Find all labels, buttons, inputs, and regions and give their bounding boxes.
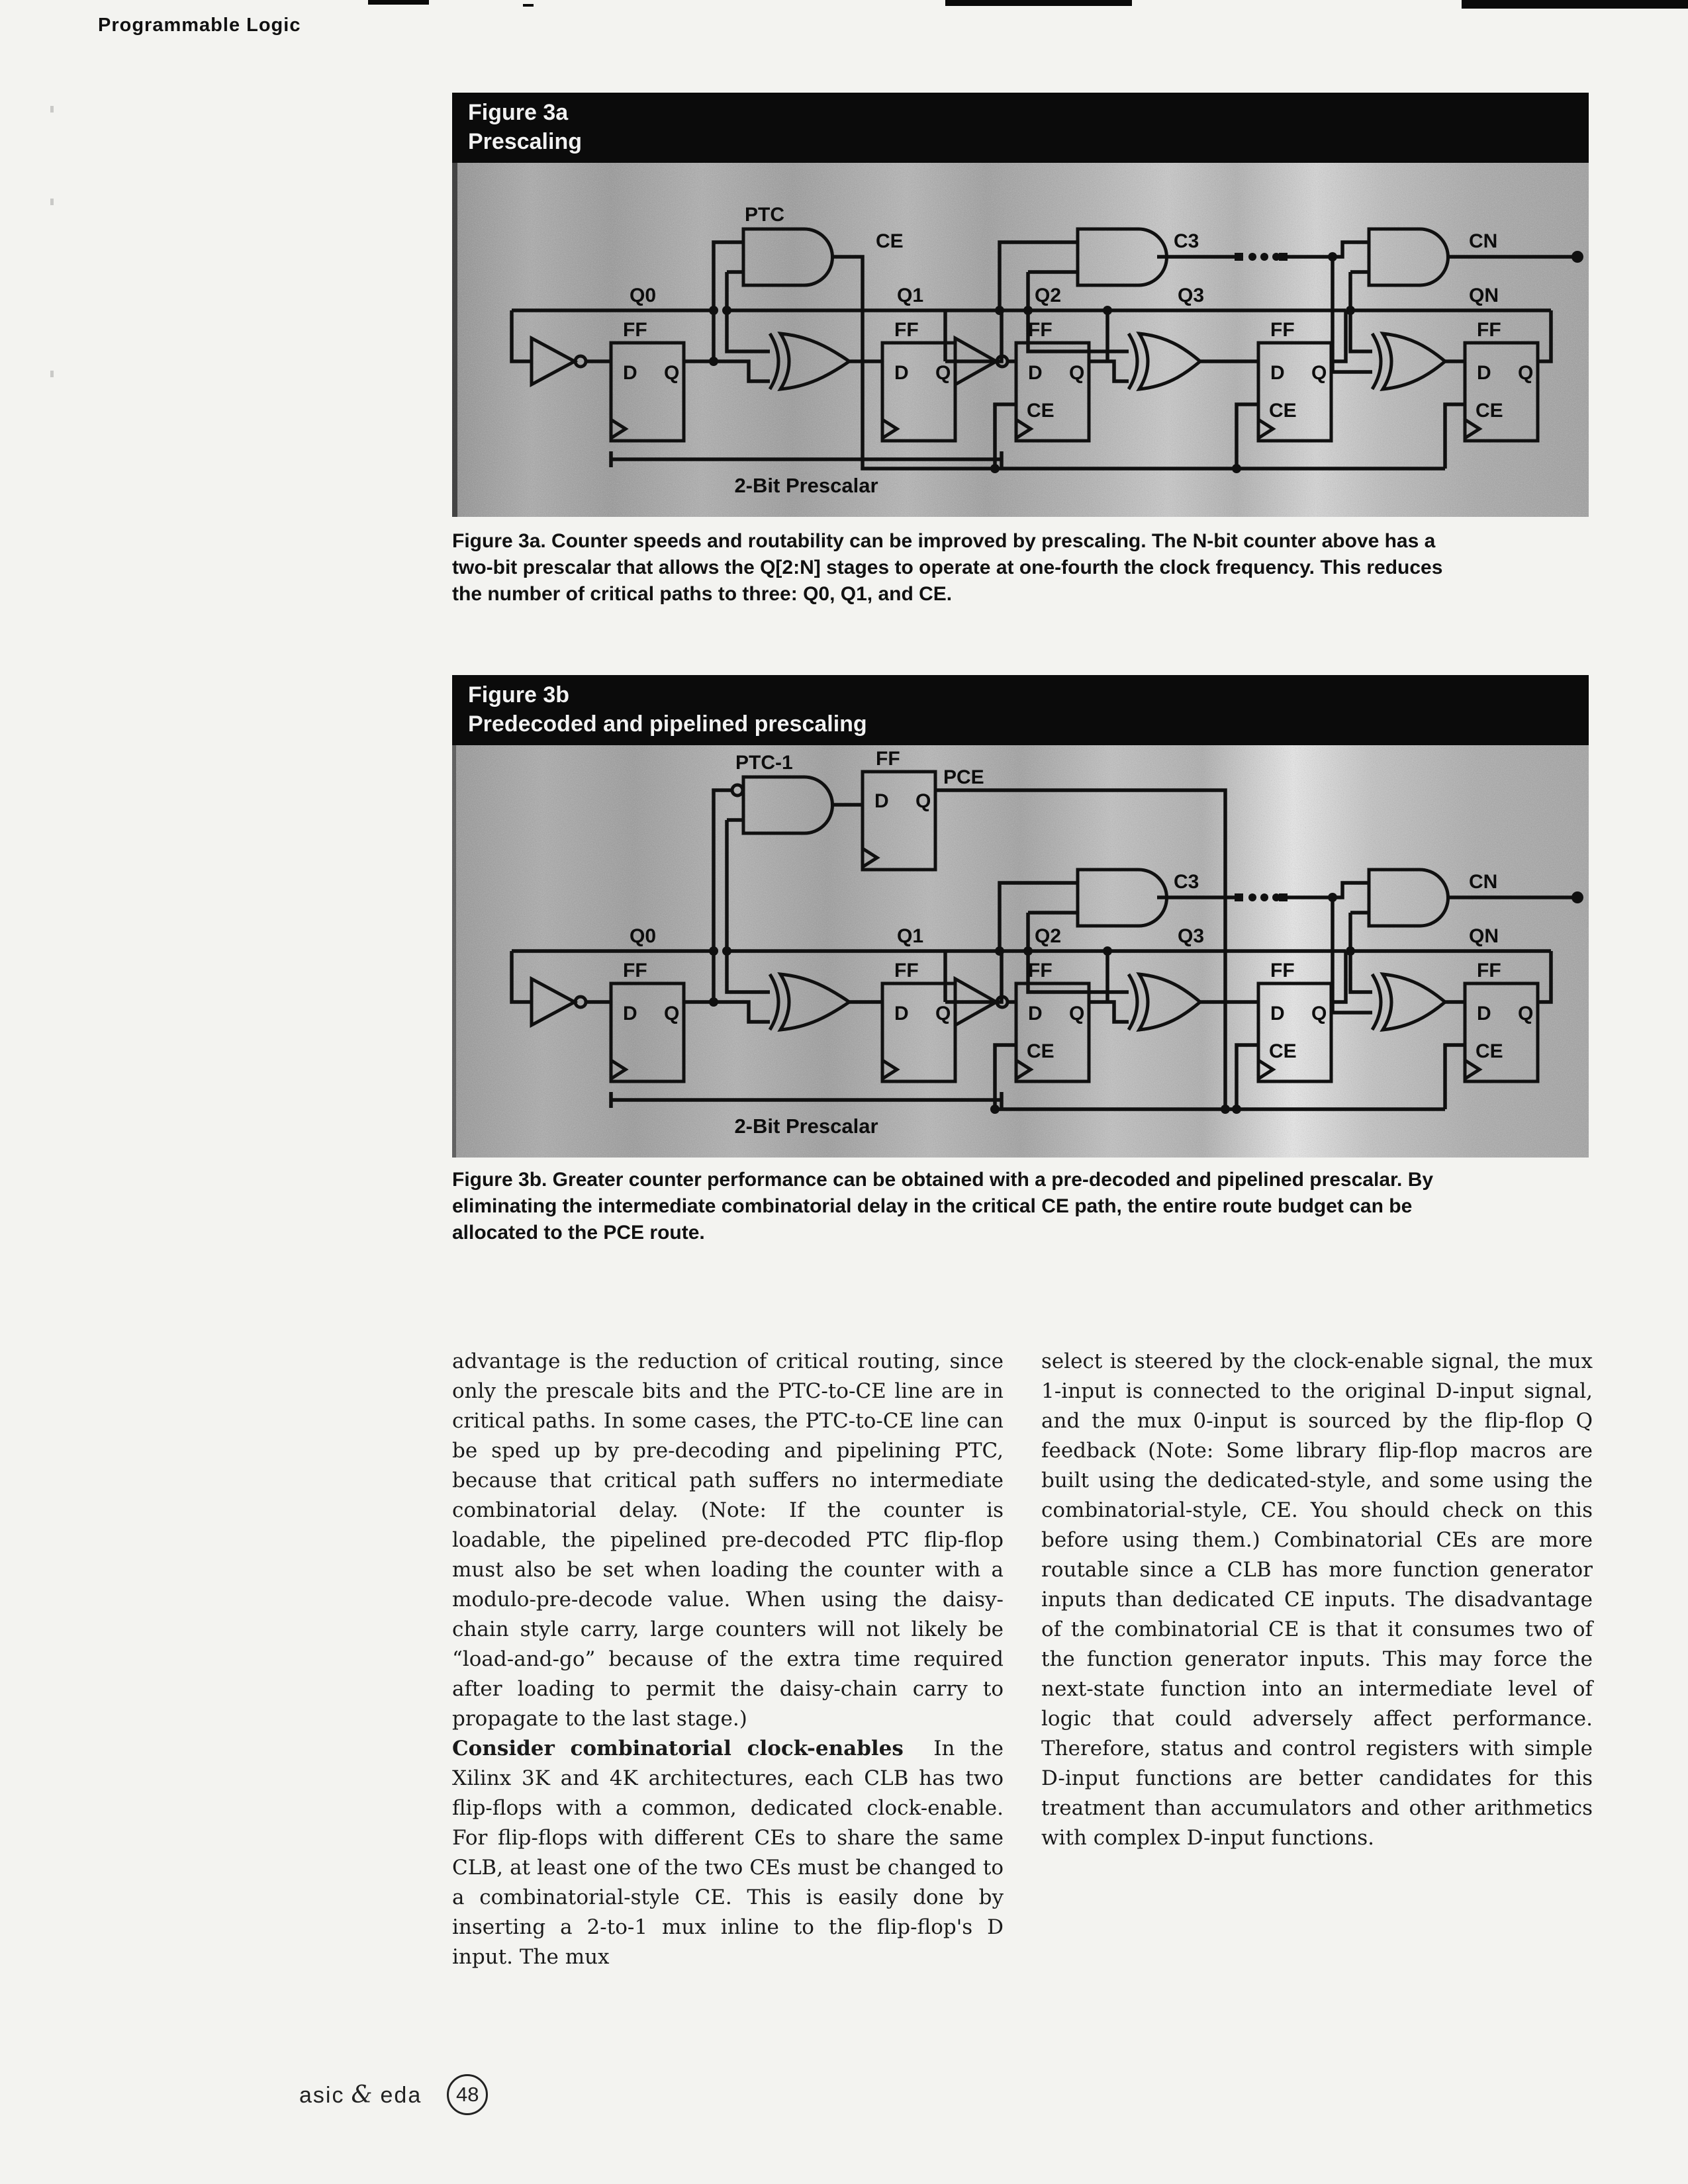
figure-3b (452, 675, 1589, 1161)
caption-line: eliminating the intermediate combinatorial delay in the critical CE path, the entire route budget can be (452, 1195, 1413, 1217)
svg-text:Q: Q (1311, 1003, 1327, 1024)
svg-text:Q: Q (664, 362, 680, 384)
svg-text:FF: FF (894, 960, 919, 981)
svg-text:D: D (1477, 1003, 1491, 1024)
svg-text:QN: QN (1469, 925, 1499, 947)
brand-text: asic (299, 2082, 345, 2108)
svg-text:FF: FF (1477, 319, 1501, 341)
svg-text:CE: CE (1476, 1040, 1503, 1062)
svg-text:D: D (1270, 362, 1285, 384)
brand-text: eda (380, 2082, 422, 2108)
svg-text:FF: FF (894, 319, 919, 341)
svg-text:CE: CE (1269, 1040, 1297, 1062)
figure-3b-diagram (452, 745, 1589, 1158)
figure-3a-title: Prescaling (468, 129, 582, 154)
svg-text:Q0: Q0 (630, 285, 657, 306)
svg-text:FF: FF (1028, 319, 1053, 341)
svg-text:D: D (1477, 362, 1491, 384)
page-number-badge (447, 2074, 488, 2115)
journal-brand (299, 2081, 422, 2109)
svg-text:Q: Q (1518, 1003, 1534, 1024)
svg-text:CN: CN (1469, 230, 1498, 252)
svg-text:C3: C3 (1174, 230, 1199, 252)
svg-text:D: D (874, 790, 889, 812)
svg-text:PTC: PTC (745, 204, 784, 226)
body-paragraph: select is steered by the clock-enable signal, the mux 1-input is connected to the original D-input signal, and the mux 0-input is sourced by the flip-flop Q feedback (Note: Some library flip-flop macros are built using the dedicated-style, and some using the combinatorial-style, CE. You should check on this before using them.) Combinatorial CEs are more routable since a CLB has more function generator inputs than dedicated CE inputs. The disadvantage of the combinatorial CE is that it consumes two of the function generator inputs. This may force the next-state function into an intermediate level of logic that could adversely affect performance. Therefore, status and control registers with simple D-input functions are better candidates for this treatment than accumulators and other arithmetics with complex D-input functions. (1041, 1349, 1593, 1850)
svg-text:FF: FF (623, 319, 647, 341)
figure-3a-number: Figure 3a (468, 100, 569, 125)
figure-3a-diagram (452, 163, 1589, 517)
caption-line: Figure 3a. Counter speeds and routability can be improved by prescaling. The N-bit counter above has a (452, 530, 1436, 552)
svg-text:Q: Q (1069, 1003, 1085, 1024)
scan-artifact (368, 0, 429, 5)
caption-line: two-bit prescalar that allows the Q[2:N] stages to operate at one-fourth the clock frequency. This reduces (452, 557, 1443, 578)
svg-text:D: D (894, 1003, 909, 1024)
svg-text:CE: CE (1027, 400, 1055, 422)
svg-text:Q2: Q2 (1035, 285, 1062, 306)
svg-text:FF: FF (1270, 319, 1295, 341)
svg-text:D: D (623, 362, 637, 384)
svg-text:D: D (1028, 362, 1043, 384)
caption-line: allocated to the PCE route. (452, 1222, 705, 1244)
body-column-right (1041, 1347, 1593, 1853)
svg-text:D: D (894, 362, 909, 384)
figure-3a-titlebar (452, 93, 1589, 163)
section-heading: Consider combinatorial clock-enables (452, 1737, 904, 1760)
scan-artifact (1462, 0, 1688, 9)
scan-speck (50, 199, 54, 205)
svg-text:FF: FF (876, 748, 900, 770)
svg-text:Q0: Q0 (630, 925, 657, 947)
figure-3b-caption (452, 1167, 1591, 1246)
svg-text:CE: CE (1269, 400, 1297, 422)
svg-text:QN: QN (1469, 285, 1499, 306)
svg-text:D: D (1270, 1003, 1285, 1024)
svg-text:FF: FF (623, 960, 647, 981)
page-footer (299, 2074, 488, 2115)
svg-text:Q3: Q3 (1178, 925, 1205, 947)
svg-text:Q: Q (1518, 362, 1534, 384)
ampersand: & (351, 2081, 374, 2109)
svg-text:Q1: Q1 (897, 285, 924, 306)
svg-text:Q: Q (915, 790, 931, 812)
svg-text:FF: FF (1028, 960, 1053, 981)
figure-3a (452, 93, 1589, 520)
scan-artifact (523, 4, 534, 7)
body-paragraph: advantage is the reduction of critical routing, since only the prescale bits and the PTC-to-CE line are in critical paths. In some cases, the PTC-to-CE line can be sped up by pre-decoding and pipelining PTC, because that critical path suffers no intermediate combinatorial delay. (Note: If the counter is loadable, the pipelined pre-decoded PTC flip-flop must also be set when loading the counter with a modulo-pre-decode value. When using the daisy-chain style carry, large counters will not likely be “load-and-go” because of the extra time required after loading to permit the daisy-chain carry to propagate to the last stage.) (452, 1349, 1004, 1731)
figure-3b-title: Predecoded and pipelined prescaling (468, 711, 867, 737)
svg-text:Q: Q (935, 1003, 951, 1024)
scan-speck (50, 371, 54, 377)
body-text: In the Xilinx 3K and 4K architectures, each CLB has two flip-flops with a common, dedicated clock-enable. For flip-flops with different CEs to share the same CLB, at least one of the two CEs must be changed to a combinatorial-style CE. This is easily done by inserting a 2-to-1 mux inline to the flip-flop's D input. The mux (452, 1737, 1004, 1969)
page-title: Programmable Logic (98, 15, 301, 36)
svg-text:D: D (623, 1003, 637, 1024)
svg-text:Q3: Q3 (1178, 285, 1205, 306)
caption-line: the number of critical paths to three: Q0, Q1, and CE. (452, 583, 953, 605)
svg-text:Q: Q (1069, 362, 1085, 384)
scan-artifact (945, 0, 1132, 6)
scan-speck (50, 106, 54, 113)
figure-3b-titlebar (452, 675, 1589, 745)
svg-text:2-Bit Prescalar: 2-Bit Prescalar (734, 1115, 878, 1138)
caption-line: Figure 3b. Greater counter performance can be obtained with a pre-decoded and pipelined prescalar. By (452, 1169, 1434, 1191)
svg-text:C3: C3 (1174, 871, 1199, 893)
body-column-left (452, 1347, 1004, 1972)
svg-text:CE: CE (1476, 400, 1503, 422)
figure-3a-caption (452, 528, 1591, 608)
svg-text:PCE: PCE (943, 766, 984, 788)
svg-text:FF: FF (1477, 960, 1501, 981)
svg-text:FF: FF (1270, 960, 1295, 981)
svg-text:D: D (1028, 1003, 1043, 1024)
svg-text:Q: Q (935, 362, 951, 384)
svg-text:PTC-1: PTC-1 (735, 752, 793, 774)
page-number: 48 (456, 2083, 479, 2106)
svg-text:2-Bit Prescalar: 2-Bit Prescalar (734, 474, 878, 497)
svg-text:Q: Q (664, 1003, 680, 1024)
body-paragraph (452, 1734, 1004, 1972)
svg-text:Q1: Q1 (897, 925, 924, 947)
svg-text:Q2: Q2 (1035, 925, 1062, 947)
svg-text:CN: CN (1469, 871, 1498, 893)
svg-text:Q: Q (1311, 362, 1327, 384)
svg-text:CE: CE (876, 230, 904, 252)
figure-3b-number: Figure 3b (468, 682, 570, 707)
svg-text:CE: CE (1027, 1040, 1055, 1062)
